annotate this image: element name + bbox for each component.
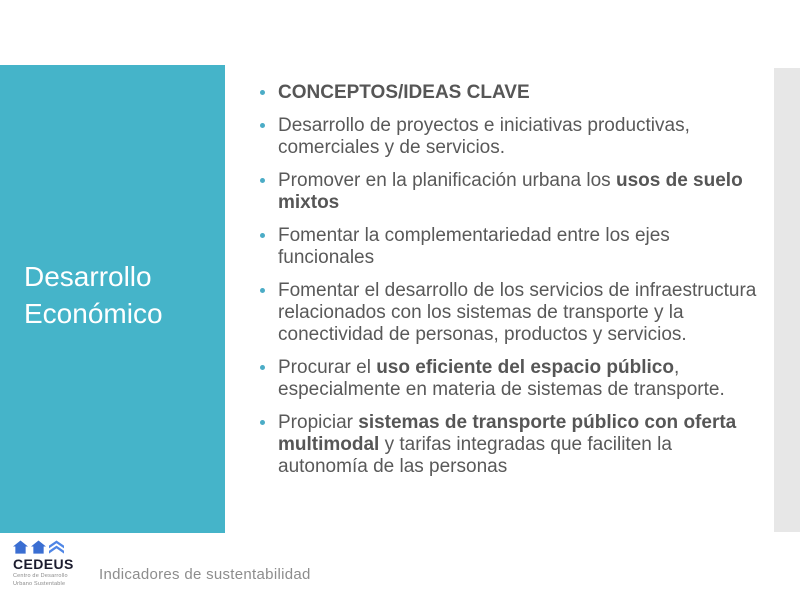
bullet-text: y tarifas integradas que faciliten la autonomía de las personas bbox=[278, 434, 672, 477]
logo-tagline-line2: Urbano Sustentable bbox=[13, 581, 66, 587]
logo-icons-row bbox=[13, 540, 93, 554]
bullet-text: Procurar el bbox=[278, 357, 377, 378]
bullet-text-bold: sistemas de transporte público con oferta multimodal bbox=[278, 412, 737, 455]
bullet-item bbox=[258, 412, 760, 478]
cedeus-logo bbox=[13, 540, 93, 588]
bullet-item bbox=[258, 280, 760, 346]
bullet-dot-icon bbox=[260, 365, 265, 370]
bullet-text: Fomentar el desarrollo de los servicios de infraestructura relacionados con los sistemas de transporte y la conectividad de personas, productos y servicios. bbox=[278, 280, 757, 345]
bullet-text-bold: CONCEPTOS/IDEAS CLAVE bbox=[278, 82, 530, 103]
bullet-text: Fomentar la complementariedad entre los ejes funcionales bbox=[278, 225, 670, 268]
bullet-dot-icon bbox=[260, 288, 265, 293]
bullet-item bbox=[258, 225, 760, 269]
logo-tagline-line1: Centro de Desarrollo bbox=[13, 573, 68, 579]
bullet-item bbox=[258, 115, 760, 159]
logo-wordmark: CEDEUS bbox=[13, 556, 74, 572]
bullet-item bbox=[258, 357, 760, 401]
right-accent-strip bbox=[774, 68, 800, 532]
footer-text: Indicadores de sustentabilidad bbox=[99, 566, 311, 583]
bullet-dot-icon bbox=[260, 233, 265, 238]
bullet-text: Propiciar bbox=[278, 412, 359, 433]
house-icon bbox=[31, 540, 46, 554]
bullet-item bbox=[258, 82, 760, 104]
bullet-item bbox=[258, 170, 760, 214]
bullet-text-bold: uso eficiente del espacio público bbox=[376, 357, 674, 378]
bullet-text: Desarrollo de proyectos e iniciativas productivas, comerciales y de servicios. bbox=[278, 115, 690, 158]
bullet-text: Promover en la planificación urbana los bbox=[278, 170, 616, 191]
bullet-dot-icon bbox=[260, 90, 265, 95]
bullet-dot-icon bbox=[260, 420, 265, 425]
bullet-dot-icon bbox=[260, 123, 265, 128]
bullet-text: , especialmente en materia de sistemas de transporte. bbox=[278, 357, 725, 400]
title-panel bbox=[0, 65, 225, 533]
double-chevron-up-icon bbox=[49, 540, 64, 554]
house-icon bbox=[13, 540, 28, 554]
slide-title: Desarrollo Económico bbox=[24, 261, 163, 329]
bullet-dot-icon bbox=[260, 178, 265, 183]
bullet-text-bold: usos de suelo mixtos bbox=[278, 170, 743, 213]
bullet-list bbox=[258, 82, 760, 489]
